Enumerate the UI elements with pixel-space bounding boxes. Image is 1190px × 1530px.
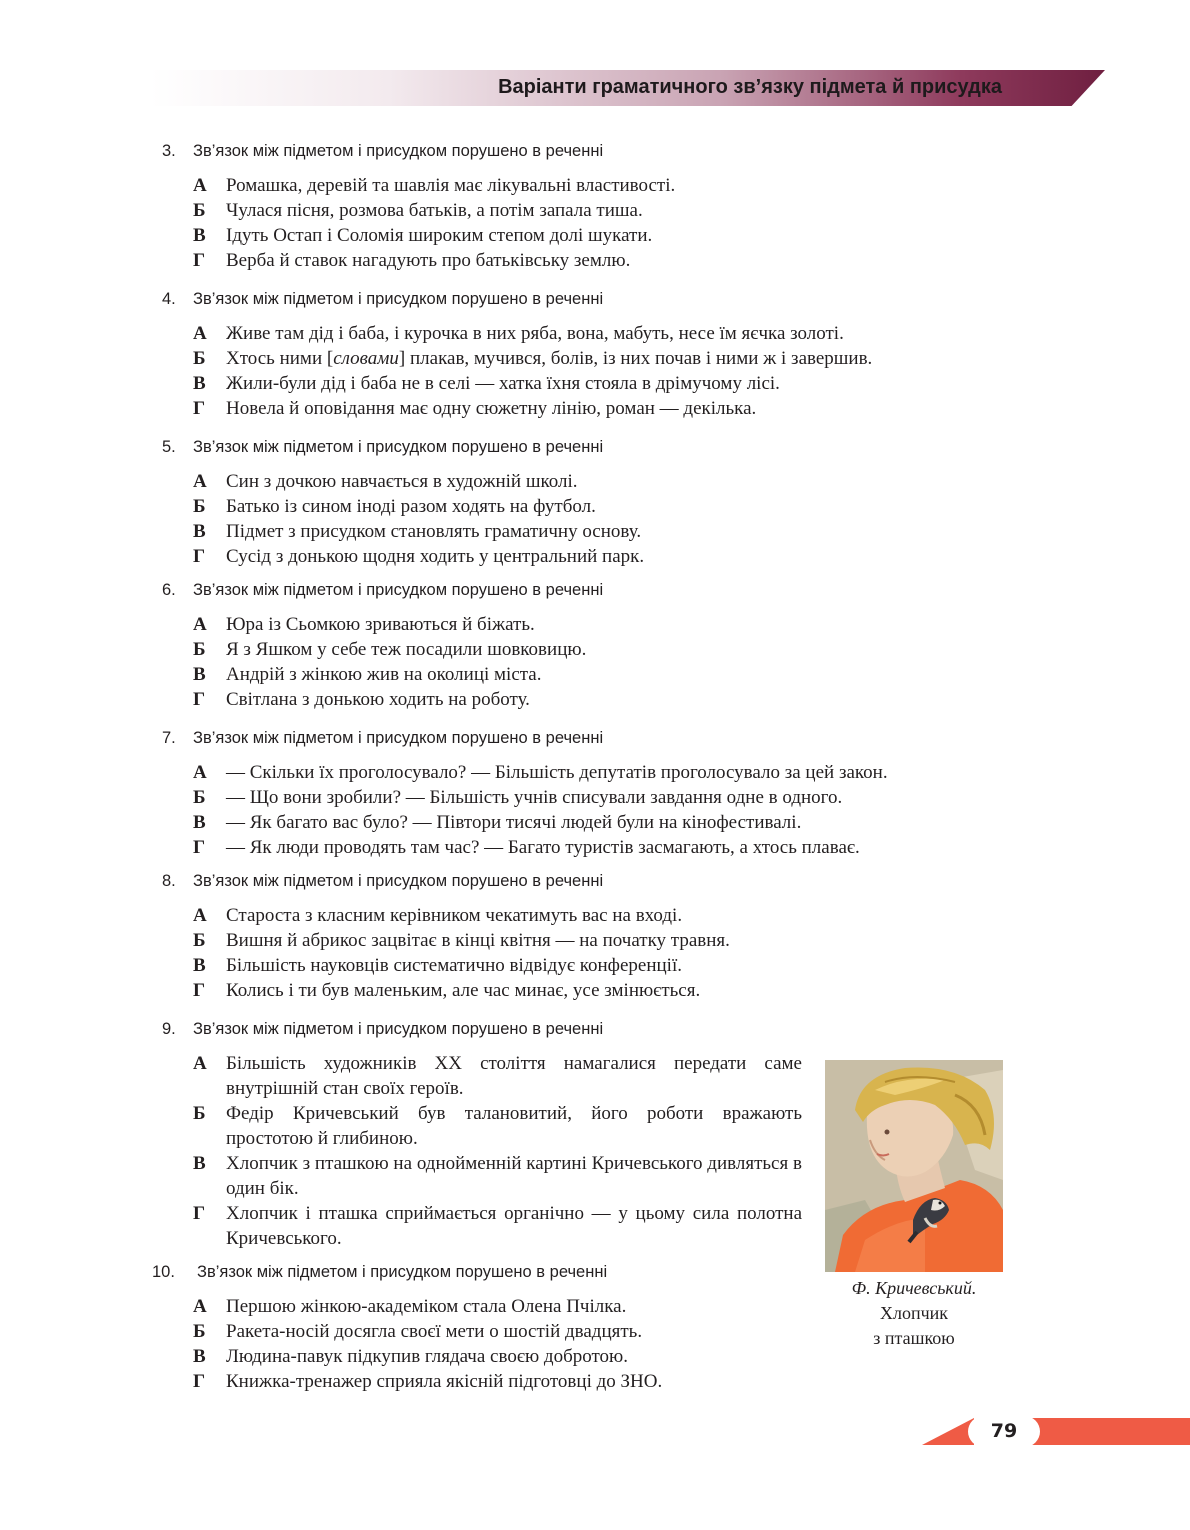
option-text: Більшість художників XX століття намагалися передати саме внутрішній стан своїх героїв. <box>226 1053 802 1099</box>
option-letter: Б <box>193 930 206 951</box>
option-letter: Г <box>193 837 206 858</box>
option-a <box>193 903 730 928</box>
option-h <box>193 248 675 273</box>
option-letter: Г <box>193 689 206 710</box>
option-text: Андрій з жінкою жив на околиці міста. <box>226 664 542 685</box>
option-b <box>193 494 644 519</box>
question-text: Зв’язок між підметом і присудком порушено в реченні <box>193 872 604 890</box>
option-text: Верба й ставок нагадують про батьківську землю. <box>226 250 631 271</box>
option-h <box>193 544 644 569</box>
section-title: Варіанти граматичного зв’язку підмета й присудка <box>498 76 1002 98</box>
option-v <box>193 371 872 396</box>
option-text: Юра із Сьомкою зриваються й біжать. <box>226 614 535 635</box>
question-stem <box>162 142 603 161</box>
option-text: Федір Кричевський був талановитий, його роботи вражають простотою й глибиною. <box>226 1103 802 1149</box>
question-stem <box>162 290 603 309</box>
option-letter: Б <box>193 496 206 517</box>
option-v <box>193 953 730 978</box>
question-text: Зв’язок між підметом і присудком порушено в реченні <box>193 290 604 308</box>
option-text-part: ] плакав, мучився, болів, із них почав і ними ж і завершив. <box>398 348 873 369</box>
option-text: Сусід з донькою щодня ходить у центральний парк. <box>226 546 645 567</box>
question-number: 4. <box>162 290 176 308</box>
option-letter: Г <box>193 1371 206 1392</box>
option-h <box>193 835 888 860</box>
option-a <box>193 612 586 637</box>
option-a <box>193 1294 662 1319</box>
options-list <box>193 903 730 1003</box>
option-letter: Г <box>193 980 206 1001</box>
option-letter: Б <box>193 639 206 660</box>
option-b <box>193 346 872 371</box>
option-text: — Як люди проводять там час? — Багато туристів засмагають, а хтось плаває. <box>226 837 860 858</box>
option-h <box>193 687 586 712</box>
option-text: Першою жінкою-академіком стала Олена Пчілка. <box>226 1296 627 1317</box>
option-letter: А <box>193 323 207 344</box>
painting-caption <box>810 1276 1018 1351</box>
option-h <box>193 978 730 1003</box>
option-letter: Б <box>193 1321 206 1342</box>
question-text: Зв’язок між підметом і присудком порушено в реченні <box>193 729 604 747</box>
footer-accent-wedge <box>922 1418 974 1445</box>
option-text: Я з Яшком у себе теж посадили шовковицю. <box>226 639 587 660</box>
option-letter: В <box>193 955 206 976</box>
option-a <box>193 469 644 494</box>
caption-title-line: Хлопчик <box>879 1303 949 1323</box>
option-letter: В <box>193 225 206 246</box>
option-v <box>193 810 888 835</box>
option-b <box>193 928 730 953</box>
painting-illustration <box>825 1060 1003 1272</box>
question-stem <box>162 581 603 600</box>
option-text: — Як багато вас було? — Півтори тисячі людей були на кінофестивалі. <box>226 812 802 833</box>
option-letter: А <box>193 762 207 783</box>
option-text: — Скільки їх проголосувало? — Більшість депутатів проголосувало за цей закон. <box>226 762 888 783</box>
options-list <box>193 469 644 569</box>
option-text: Світлана з донькою ходить на роботу. <box>226 689 530 710</box>
option-letter: Г <box>193 546 206 567</box>
option-text: Чулася пісня, розмова батьків, а потім запала тиша. <box>226 200 643 221</box>
option-text: Новела й оповідання має одну сюжетну лінію, роман — декілька. <box>226 398 757 419</box>
caption-title-line: з пташкою <box>873 1328 955 1348</box>
option-text: Хлопчик і пташка сприймається органічно — у цьому сила полотна Кричевського. <box>226 1203 802 1249</box>
option-letter: Б <box>193 348 206 369</box>
question-text: Зв’язок між підметом і присудком порушено в реченні <box>197 1263 608 1281</box>
option-text: Староста з класним керівником чекатимуть вас на вході. <box>226 905 683 926</box>
question-stem <box>162 872 603 891</box>
option-text: Більшість науковців систематично відвідує конференції. <box>226 955 682 976</box>
option-a <box>193 760 888 785</box>
question-stem <box>162 729 603 748</box>
option-v <box>193 223 675 248</box>
footer-accent-bar <box>1030 1418 1190 1445</box>
option-b <box>193 785 888 810</box>
option-letter: Г <box>193 250 206 271</box>
option-letter: А <box>193 1053 207 1074</box>
option-letter: В <box>193 1153 206 1174</box>
option-h <box>193 396 872 421</box>
option-text: Людина-павук підкупив глядача своєю добротою. <box>226 1346 628 1367</box>
caption-author: Ф. Кричевський. <box>851 1278 977 1298</box>
options-list <box>193 760 888 860</box>
option-h <box>193 1369 662 1394</box>
option-text: Жили-були дід і баба не в селі — хатка їхня стояла в дрімучому лісі. <box>226 373 780 394</box>
option-b <box>193 637 586 662</box>
option-text: Підмет з присудком становлять граматичну основу. <box>226 521 642 542</box>
option-a <box>193 1051 802 1101</box>
question-number: 3. <box>162 142 176 160</box>
option-letter: В <box>193 812 206 833</box>
painting-svg <box>825 1060 1003 1272</box>
option-letter: Г <box>193 398 206 419</box>
option-a <box>193 173 675 198</box>
option-v <box>193 519 644 544</box>
option-v <box>193 1344 662 1369</box>
option-letter: Б <box>193 787 206 808</box>
question-stem <box>152 1263 607 1282</box>
option-text: Хлопчик з пташкою на однойменній картині Кричевського дивляться в один бік. <box>226 1153 802 1199</box>
option-text: — Що вони зробили? — Більшість учнів списували завдання одне в одного. <box>226 787 843 808</box>
question-text: Зв’язок між підметом і присудком порушено в реченні <box>193 438 604 456</box>
option-letter: В <box>193 1346 206 1367</box>
option-b <box>193 1319 662 1344</box>
option-a <box>193 321 872 346</box>
question-text: Зв’язок між підметом і присудком порушено в реченні <box>193 142 604 160</box>
option-letter: Б <box>193 1103 206 1124</box>
options-list <box>193 321 872 421</box>
option-letter: В <box>193 664 206 685</box>
option-v <box>193 1151 802 1201</box>
option-text: Ракета-носій досягла своєї мети о шостій двадцять. <box>226 1321 643 1342</box>
options-list <box>193 173 675 273</box>
question-stem <box>162 438 603 457</box>
option-b <box>193 1101 802 1151</box>
option-text-italic: словами <box>333 348 399 369</box>
option-text: Вишня й абрикос зацвітає в кінці квітня — на початку травня. <box>226 930 730 951</box>
question-number: 9. <box>162 1020 176 1038</box>
option-text-part: Хтось ними [ <box>226 348 334 369</box>
question-number: 5. <box>162 438 176 456</box>
option-text: Батько із сином іноді разом ходять на футбол. <box>226 496 596 517</box>
question-number: 10. <box>152 1263 175 1281</box>
option-text: Живе там дід і баба, і курочка в них ряба, вона, мабуть, несе їм яєчка золоті. <box>226 323 844 344</box>
option-letter: В <box>193 373 206 394</box>
option-text: Книжка-тренажер сприяла якісній підготовці до ЗНО. <box>226 1371 663 1392</box>
option-letter: А <box>193 614 207 635</box>
option-letter: Г <box>193 1203 206 1224</box>
option-text <box>226 346 872 371</box>
question-number: 7. <box>162 729 176 747</box>
question-number: 6. <box>162 581 176 599</box>
option-letter: А <box>193 905 207 926</box>
question-text: Зв’язок між підметом і присудком порушено в реченні <box>193 581 604 599</box>
option-letter: Б <box>193 200 206 221</box>
options-list <box>193 1294 662 1394</box>
option-letter: А <box>193 1296 207 1317</box>
options-list <box>193 1051 802 1251</box>
page-number: 79 <box>968 1416 1040 1447</box>
option-text: Ромашка, деревій та шавлія має лікувальні властивості. <box>226 175 676 196</box>
question-stem <box>162 1020 603 1039</box>
option-letter: В <box>193 521 206 542</box>
option-text: Ідуть Остап і Соломія широким степом долі шукати. <box>226 225 653 246</box>
option-letter: А <box>193 471 207 492</box>
option-text: Колись і ти був маленьким, але час минає, усе змінюється. <box>226 980 701 1001</box>
option-text: Син з дочкою навчається в художній школі. <box>226 471 578 492</box>
question-number: 8. <box>162 872 176 890</box>
question-text: Зв’язок між підметом і присудком порушено в реченні <box>193 1020 604 1038</box>
options-list <box>193 612 586 712</box>
option-letter: А <box>193 175 207 196</box>
option-v <box>193 662 586 687</box>
option-h <box>193 1201 802 1251</box>
option-b <box>193 198 675 223</box>
